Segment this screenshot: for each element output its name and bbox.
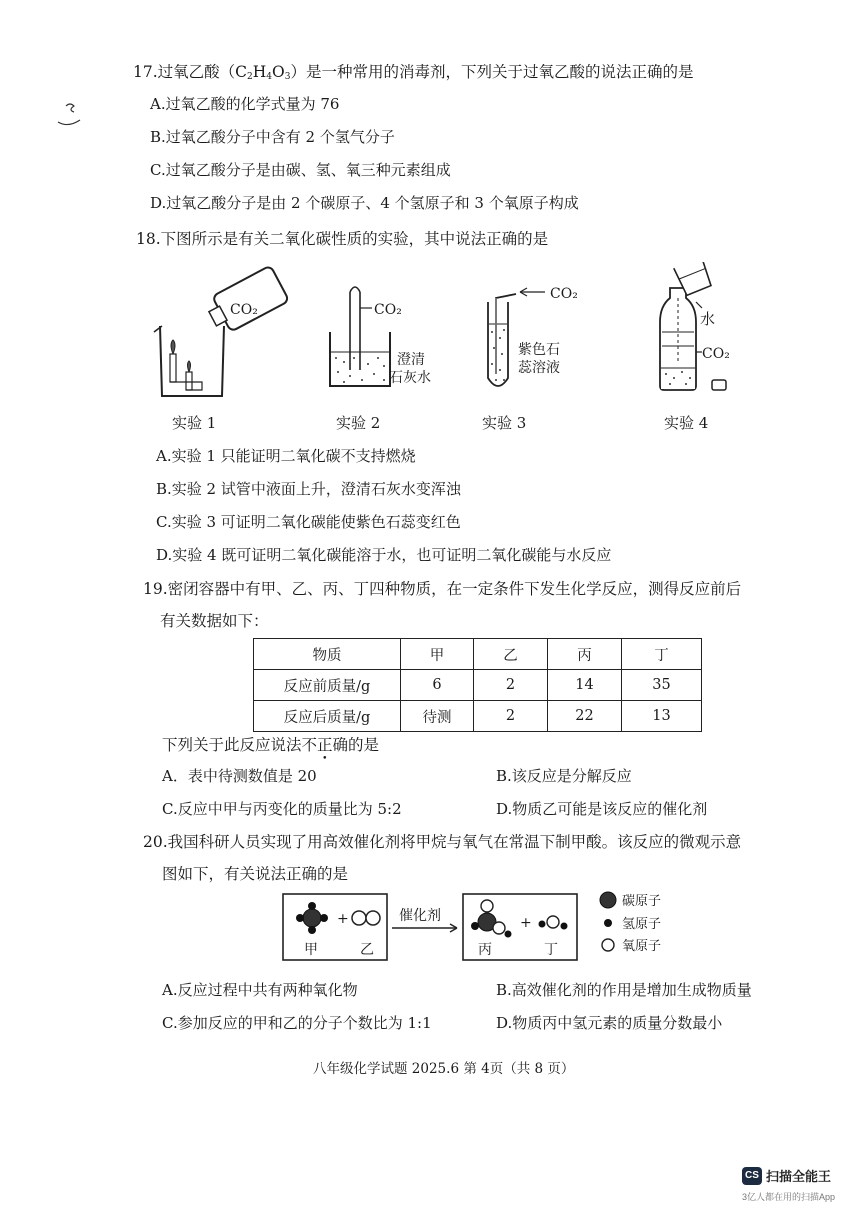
label-yi: 乙 [360,942,374,958]
svg-text:+: + [337,911,349,927]
table-cell: 反应后质量/g [254,701,401,732]
q20-reaction-diagram [282,886,702,964]
q18-option-a: A.实验 1 只能证明二氧化碳不支持燃烧 [156,447,416,465]
q19-option-b: B.该反应是分解反应 [496,767,632,785]
exp2-limewater-line2: 石灰水 [389,370,431,386]
table-cell: 14 [548,670,622,701]
q18-option-c: C.实验 3 可证明二氧化碳能使紫色石蕊变红色 [156,513,461,531]
q18-stem: 18.下图所示是有关二氧化碳性质的实验，其中说法正确的是 [136,230,549,248]
q19-data-table [253,638,702,732]
q19-option-a: A．表中待测数值是 20 [162,767,317,785]
q17-option-b: B.过氧乙酸分子中含有 2 个氢气分子 [150,128,395,146]
exp2-co2-label: CO₂ [374,302,402,318]
table-cell: 6 [401,670,474,701]
q17-option-d: D.过氧乙酸分子是由 2 个碳原子、4 个氢原子和 3 个氧原子构成 [150,194,579,212]
experiment-3-figure [488,286,578,386]
table-header-row [254,639,702,670]
q19-option-c: C.反应中甲与丙变化的质量比为 5:2 [162,800,402,818]
exp3-co2-label: CO₂ [550,286,578,302]
q20-option-b: B.高效催化剂的作用是增加生成物质量 [496,981,752,999]
experiment-2-figure [330,287,431,386]
legend-hydrogen: 氢原子 [622,917,662,932]
q19-stem-line1: 19.密闭容器中有甲、乙、丙、丁四种物质，在一定条件下发生化学反应，测得反应前后 [143,580,742,598]
atom-legend [600,892,661,954]
table-header-cell: 乙 [474,639,548,670]
q17-option-a: A.过氧乙酸的化学式量为 76 [150,95,340,113]
table-cell: 13 [622,701,702,732]
table-cell: 2 [474,701,548,732]
exp3-label: 实验 3 [482,414,527,432]
q20-stem-line2: 图如下，有关说法正确的是 [162,865,349,883]
table-cell: 35 [622,670,702,701]
label-ding: 丁 [544,942,558,958]
table-header-cell: 丙 [548,639,622,670]
table-header-cell: 丁 [622,639,702,670]
table-cell: 22 [548,701,622,732]
scanner-slogan: 3亿人都在用的扫描App [742,1192,836,1202]
catalyst-label: 催化剂 [399,908,441,924]
exp4-co2-label: CO₂ [702,346,730,362]
q18-option-d: D.实验 4 既可证明二氧化碳能溶于水，也可证明二氧化碳能与水反应 [156,546,612,564]
q20-stem-line1: 20.我国科研人员实现了用高效催化剂将甲烷与氧气在常温下制甲酸。该反应的微观示意 [143,833,742,851]
exp2-label: 实验 2 [336,414,381,432]
q19-stem-line2: 有关数据如下： [160,612,269,630]
q20-option-d: D.物质丙中氢元素的质量分数最小 [496,1014,723,1032]
label-bing: 丙 [478,942,492,958]
svg-text:+: + [520,915,532,931]
label-jia: 甲 [304,942,318,958]
exp2-limewater-line1: 澄清 [397,352,425,368]
q17-option-c: C.过氧乙酸分子是由碳、氢、氧三种元素组成 [150,161,451,179]
legend-oxygen: 氧原子 [622,939,662,954]
margin-scribble [52,100,92,132]
q18-experiment-figures [140,262,760,438]
table-cell: 2 [474,670,548,701]
q18-option-b: B.实验 2 试管中液面上升，澄清石灰水变浑浊 [156,480,461,498]
experiment-4-figure [660,262,730,390]
table-cell: 反应前质量/g [254,670,401,701]
legend-carbon: 碳原子 [622,894,662,909]
emphasis-text: 不正确 [301,736,349,754]
q19-option-d: D.物质乙可能是该反应的催化剂 [496,800,708,818]
scanner-app-name: 扫描全能王 [766,1169,832,1184]
page-footer: 八年级化学试题 2025.6 第 4页（共 8 页） [313,1061,575,1077]
table-cell: 待测 [401,701,474,732]
q17-stem: 17.过氧乙酸$(C_2H_4O_3)$是一种常用的消毒剂，下列关于过氧乙酸的说法正确的是 [133,63,694,82]
table-row [254,670,702,701]
exp4-label: 实验 4 [664,414,709,432]
table-header-cell: 物质 [254,639,401,670]
exp3-litmus-line2: 蕊溶液 [518,360,560,376]
experiment-1-figure [154,265,289,396]
q19-prompt: 下列关于此反应说法不正确的是 [162,736,380,754]
q20-option-c: C.参加反应的甲和乙的分子个数比为 1:1 [162,1014,432,1032]
exp1-co2-label: CO₂ [230,302,258,318]
q20-option-a: A.反应过程中共有两种氧化物 [162,981,358,999]
exp3-litmus-line1: 紫色石 [518,342,560,358]
scanner-logo-icon: CS [742,1167,762,1185]
exp4-water-label: 水 [700,310,716,328]
exp1-label: 实验 1 [172,414,217,432]
table-header-cell: 甲 [401,639,474,670]
table-row [254,701,702,732]
